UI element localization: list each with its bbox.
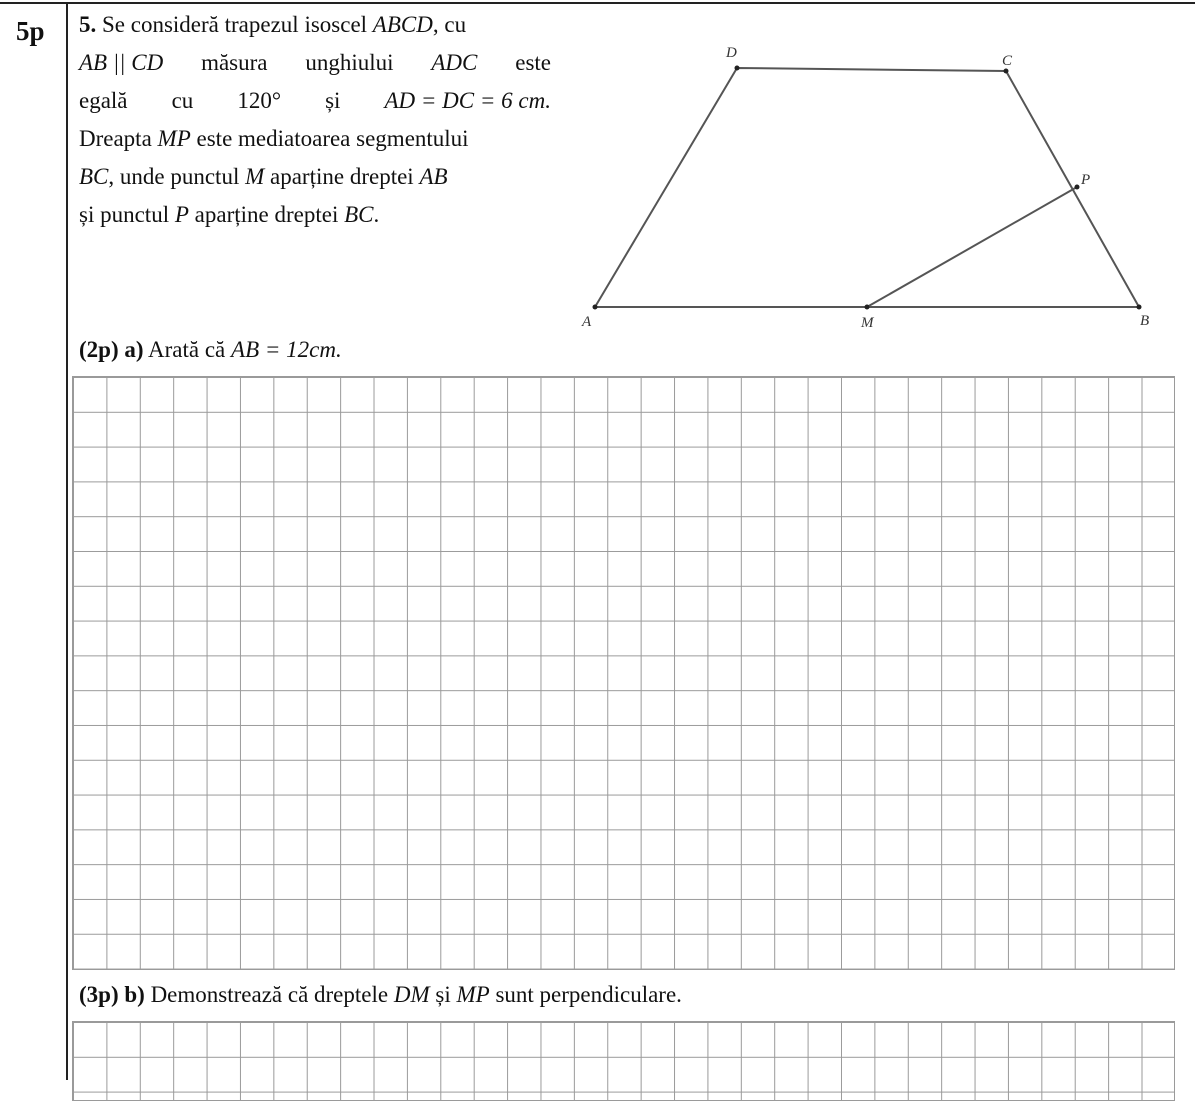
math: P [174, 202, 189, 227]
math: AD = DC = 6 cm. [384, 88, 551, 113]
point-p [1075, 185, 1080, 190]
text: cu [171, 88, 194, 113]
problem-line-3 [79, 82, 551, 120]
point-m [865, 305, 870, 310]
problem-number: 5. [79, 12, 97, 37]
part-b-prompt [79, 982, 682, 1008]
point-d [735, 66, 740, 71]
math: BC [344, 202, 374, 227]
math: AB [419, 164, 448, 189]
label-a: A [582, 314, 592, 330]
part-b-marker: (3p) b) [79, 982, 145, 1007]
part-a-marker: (2p) a) [79, 337, 144, 362]
label-b: B [1140, 313, 1150, 329]
points-label: 5p [16, 16, 45, 46]
text: . [373, 202, 380, 227]
trapezoid-figure [570, 40, 1170, 340]
text: aparține dreptei [194, 202, 339, 227]
segment-mp [867, 187, 1077, 307]
trapezoid-abcd [595, 68, 1139, 307]
point-a [593, 305, 598, 310]
text: măsura [201, 50, 268, 75]
math: ADC [431, 50, 478, 75]
problem-line-6 [79, 196, 551, 234]
point-c [1004, 69, 1009, 74]
problem-line-5 [79, 158, 551, 196]
math: ABCD [372, 12, 433, 37]
point-b [1137, 305, 1142, 310]
text: este mediatoarea segmentului [196, 126, 469, 151]
math: M [245, 164, 265, 189]
text: Dreapta [79, 126, 152, 151]
text: unghiului [305, 50, 394, 75]
text: aparține dreptei [270, 164, 414, 189]
problem-line-4 [79, 120, 551, 158]
text: și [325, 88, 341, 113]
math: DM [393, 982, 430, 1007]
part-a-prompt [79, 337, 342, 363]
problem-statement [79, 6, 551, 234]
top-border [0, 2, 1195, 4]
label-m: M [861, 315, 874, 331]
text: Arată că [148, 337, 226, 362]
problem-line-2 [79, 44, 551, 82]
text: este [515, 50, 551, 75]
text: egală [79, 88, 128, 113]
math: AB || CD [79, 50, 164, 75]
answer-grid-b[interactable] [72, 1021, 1175, 1101]
text: și [435, 982, 451, 1007]
math: 120° [237, 88, 282, 113]
answer-grid-a[interactable] [72, 376, 1175, 970]
label-c: C [1002, 53, 1013, 69]
text: , unde punctul [108, 164, 240, 189]
problem-line-1 [79, 6, 551, 44]
math: MP [157, 126, 191, 151]
label-p: P [1081, 172, 1091, 188]
math: BC [79, 164, 109, 189]
text: sunt perpendiculare. [495, 982, 682, 1007]
text: Demonstrează că dreptele [150, 982, 389, 1007]
text: , cu [432, 12, 467, 37]
text: și punctul [79, 202, 170, 227]
math: AB = 12cm. [231, 337, 342, 362]
label-d: D [726, 45, 737, 61]
math: MP [456, 982, 490, 1007]
column-divider [66, 2, 68, 1080]
text: Se consideră trapezul isoscel [102, 12, 368, 37]
